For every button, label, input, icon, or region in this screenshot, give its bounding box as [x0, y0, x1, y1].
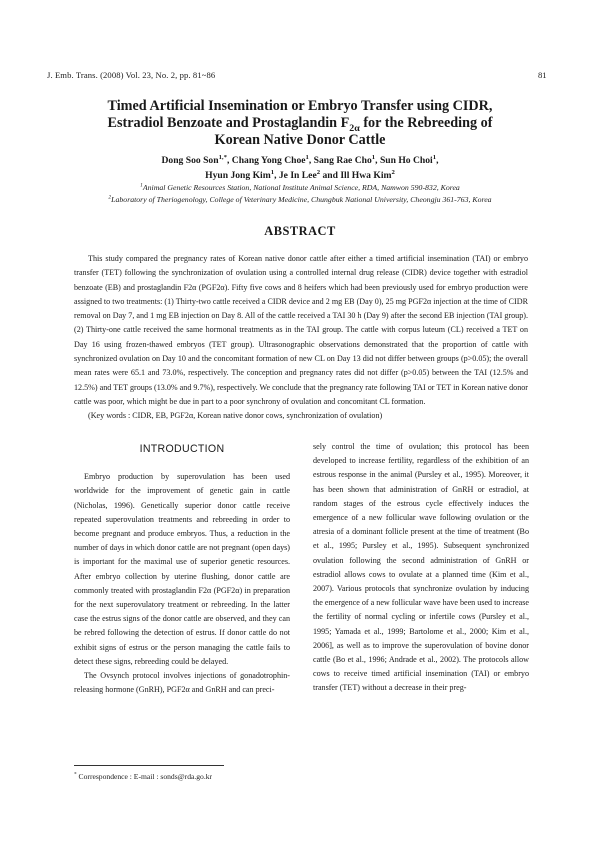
abstract: [74, 252, 528, 424]
author: Chang Yong Choe$^1$,: [231, 153, 314, 166]
introduction-heading: INTRODUCTION: [139, 443, 225, 455]
abstract-text: This study compared the pregnancy rates of Korean native donor cattle after either a timed artificial insemination (TAI) or embryo transfer (TET) following the synchronization of ovulation using a controlled internal drug release (CIDR) device together with estradiol benzoate (EB) and prostaglandin F2α (PGF2α). Fifty five cows and 8 heifers which had been previously used for embryo production were assigned to two treatments: (1) Thirty-two cattle received a CIDR device and 2 mg EB (Day 0), 25 mg PGF2α injection at the time of CIDR removal on Day 7, and 1 mg EB injection on Day 8. All of the cattle received a TAI 30 h (Day 9) after the second EB injection (TAI group). (2) Thirty-one cattle received the same hormonal treatments as in the TAI group. The cattle with corpus luteum (CL) received a TET on Day 16 using frozen-thawed embryos (TET group). Ultrasonographic observations demonstrated that the proportion of cattle with synchronized ovulation on Day 10 and the concomitant formation of new CL on Day 13 did not differ between groups (p>0.05); the overall mean rates were 65.1 and 73.0%, respectively. The conception and pregnancy rates did not differ (p>0.05) between the TAI (12.5% and 12.5%) and TET groups (13.0% and 9.7%), respectively. We conclude that the pregnancy rate following TAI or TET in Korean native donor cattle was poor, which might be due in part to a poor synchrony of ovulation and concomitant CL formation.: [74, 254, 528, 406]
keywords: (Key words : CIDR, EB, PGF2α, Korean native donor cows, synchronization of ovulation): [88, 411, 383, 421]
author: Je In Lee$^2$ and: [278, 168, 341, 181]
author: Ill Hwa Kim$^2$: [340, 168, 395, 181]
author: Sun Ho Choi$^1$,: [379, 153, 439, 166]
body-paragraph: Embryo production by superovulation has been used worldwide for the improvement of genetic gain in cattle (Nicholas, 1996). Genetically superior donor cattle receive repeated superovulation treatments and rebreeding in order to become pregnant and produce embryos. Thus, a reduction in the number of days in which donor cattle are not pregnant (open days) is important for the maximal use of superior genetic resources. After embryo collection by uterine flushing, donor cattle are commonly treated with prostaglandin F2α (PGF2α) in preparation for the next superovulatory treatment or rebreeding. In the latter case the estrus signs of the donor cattle are observed, and they can be rebred following the detection of estrus. If donor cattle do not exhibit signs of estrus or the person managing the cattle fails to detect these signs, rebreeding could be delayed.: [74, 472, 290, 666]
body-paragraph: The Ovsynch protocol involves injections of gonadotrophin-releasing hormone (GnRH), PGF2α and GnRH and can preci-: [74, 671, 290, 695]
author: Sang Rae Cho$^1$,: [313, 153, 380, 166]
title-line-1: Timed Artificial Insemination or Embryo Transfer using CIDR,: [107, 98, 493, 114]
affiliation: $^1$Animal Genetic Resources Station, National Institute Animal Science, RDA, Namwon 590-832, Korea: [140, 182, 460, 192]
author-list: [60, 153, 540, 183]
title-line-3: Korean Native Donor Cattle: [214, 132, 386, 148]
paper-title: [60, 98, 540, 149]
author: Dong Soo Son$^{1,*}$,: [161, 153, 232, 166]
footnote-rule: [74, 765, 224, 766]
author: Hyun Jong Kim$^1$,: [205, 168, 279, 181]
affiliations: [40, 182, 560, 206]
page-number: 81: [538, 70, 547, 80]
correspondence-footnote: * Correspondence : E-mail : sonds@rda.go.kr: [74, 771, 213, 781]
left-column: [74, 440, 290, 697]
right-column: [313, 440, 529, 696]
affiliation: $^2$Laboratory of Theriogenology, College of Veterinary Medicine, Chungbuk National University, Cheongju 361-763, Korea: [108, 194, 492, 204]
abstract-heading: ABSTRACT: [264, 224, 336, 238]
title-line-2: Estradiol Benzoate and Prostaglandin $F_{2\alpha}$ for the Rebreeding of: [107, 115, 493, 134]
running-head: J. Emb. Trans. (2008) Vol. 23, No. 2, pp. 81~86: [47, 70, 216, 80]
body-paragraph: sely control the time of ovulation; this protocol has been developed to increase fertility, regardless of the exhibition of an estrous response in the animal (Pursley et al., 1995). Moreover, it has been shown that administration of GnRH or estradiol, at random stages of the estrous cycle effectively induces the emergence of a new follicular wave following ovulation or the atresia of a dominant follicle present at the time of treatment (Bo et al., 1995; Pursley et al., 1995). Subsequent synchronized ovulation following the second administration of GnRH or estradiol allows cows to ovulate at a planned time (Kim et al., 2007). Various protocols that synchronize ovulation by inducing the emergence of a new follicular wave have been used to increase the fertility of normal cycling or infertile cows (Pursley et al., 1995; Yamada et al., 1999; Bartolome et al., 2000; Kim et al., 2006], as well as to improve the superovulation of bovine donor cattle (Bo et al., 1996; Andrade et al., 2002). The protocols allow cows to receive timed artificial insemination (TAI) or embryo transfer (TET) without a decrease in their preg-: [313, 442, 529, 693]
